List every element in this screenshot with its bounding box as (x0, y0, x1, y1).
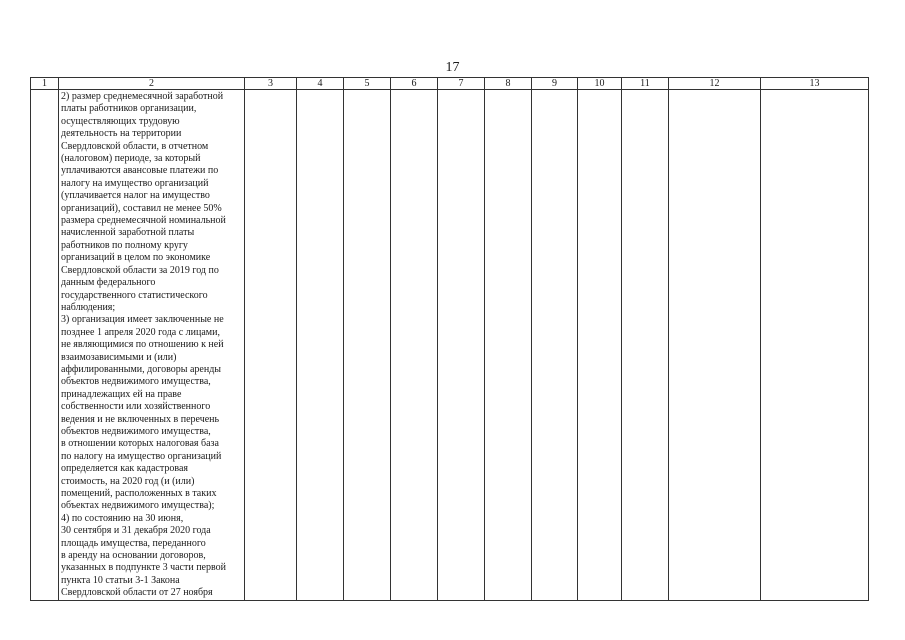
text-line: позднее 1 апреля 2020 года с лицами, (61, 326, 220, 338)
cell-col-7 (438, 90, 485, 601)
cell-col-3 (245, 90, 297, 601)
column-header-12: 12 (669, 78, 761, 90)
text-line: государственного статистического (61, 289, 208, 301)
cell-col-6 (391, 90, 438, 601)
column-header-10: 10 (578, 78, 622, 90)
cell-col-13 (761, 90, 869, 601)
cell-col-11 (622, 90, 669, 601)
column-header-3: 3 (245, 78, 297, 90)
text-line: объектах недвижимого имущества); (61, 500, 215, 512)
text-line: (уплачивается налог на имущество (61, 190, 210, 202)
text-line: размера среднемесячной номинальной (61, 215, 226, 227)
text-line: ведения и не включенных в перечень (61, 413, 220, 425)
text-line: взаимозависимыми и (или) (61, 351, 177, 363)
text-line: в аренду на основании договоров, (61, 550, 206, 562)
text-line: начисленной заработной платы (61, 227, 195, 239)
text-line: (налоговом) периоде, за который (61, 153, 201, 165)
criteria-text-cell (59, 90, 245, 601)
table-row (31, 90, 869, 601)
text-line: помещений, расположенных в таких (61, 488, 217, 499)
text-line: организаций в целом по экономике (61, 252, 211, 264)
text-line: деятельность на территории (61, 128, 182, 140)
text-line: в отношении которых налоговая база (61, 438, 219, 450)
text-line: объектов недвижимого имущества, (61, 425, 211, 437)
cell-col-5 (344, 90, 391, 601)
page-number: 17 (445, 60, 460, 75)
text-line: данным федерального (61, 277, 156, 289)
column-number-row (31, 78, 869, 90)
cell-col-12 (669, 90, 761, 601)
column-header-5: 5 (344, 78, 391, 90)
text-line: осуществляющих трудовую (61, 115, 180, 127)
cell-col-9 (532, 90, 578, 601)
text-line: указанных в подпункте 3 части первой (61, 562, 226, 574)
text-line: определяется как кадастровая (61, 463, 188, 475)
column-header-7: 7 (438, 78, 485, 90)
text-line: организаций), составил не менее 50% (61, 202, 222, 214)
text-line: 30 сентября и 31 декабря 2020 года (61, 525, 211, 537)
text-line: принадлежащих ей на праве (61, 388, 182, 400)
text-line: Свердловской области, в отчетном (61, 140, 209, 152)
column-header-9: 9 (532, 78, 578, 90)
text-line: 2) размер среднемесячной заработной (61, 91, 224, 102)
text-line: 4) по состоянию на 30 июня, (61, 512, 184, 524)
text-line: аффилированными, договоры аренды (61, 363, 222, 375)
column-header-13: 13 (761, 78, 869, 90)
document-table (30, 77, 869, 601)
text-line: собственности или хозяйственного (61, 401, 211, 413)
text-line: площадь имущества, переданного (61, 537, 206, 549)
text-line: не являющимися по отношению к ней (61, 339, 224, 351)
cell-col-8 (485, 90, 532, 601)
cell-col-4 (297, 90, 344, 601)
cell-col-1 (31, 90, 59, 601)
column-header-8: 8 (485, 78, 532, 90)
column-header-2: 2 (59, 78, 245, 90)
text-line: уплачиваются авансовые платежи по (61, 165, 219, 177)
column-header-11: 11 (622, 78, 669, 90)
text-line: Свердловской области за 2019 год по (61, 264, 219, 276)
text-line: по налогу на имущество организаций (61, 450, 222, 462)
text-line: 3) организация имеет заключенные не (61, 314, 224, 326)
text-line: наблюдения; (61, 301, 116, 313)
text-line: налогу на имущество организаций (61, 177, 209, 189)
text-line: Свердловской области от 27 ноября (61, 587, 213, 599)
text-line: стоимость, на 2020 год (и (или) (61, 475, 195, 487)
column-header-1: 1 (31, 78, 59, 90)
column-header-4: 4 (297, 78, 344, 90)
column-header-6: 6 (391, 78, 438, 90)
text-line: объектов недвижимого имущества, (61, 376, 211, 388)
text-line: работников по полному кругу (61, 239, 188, 251)
cell-col-10 (578, 90, 622, 601)
text-line: платы работников организации, (61, 103, 197, 115)
text-line: пункта 10 статьи 3-1 Закона (61, 574, 180, 586)
